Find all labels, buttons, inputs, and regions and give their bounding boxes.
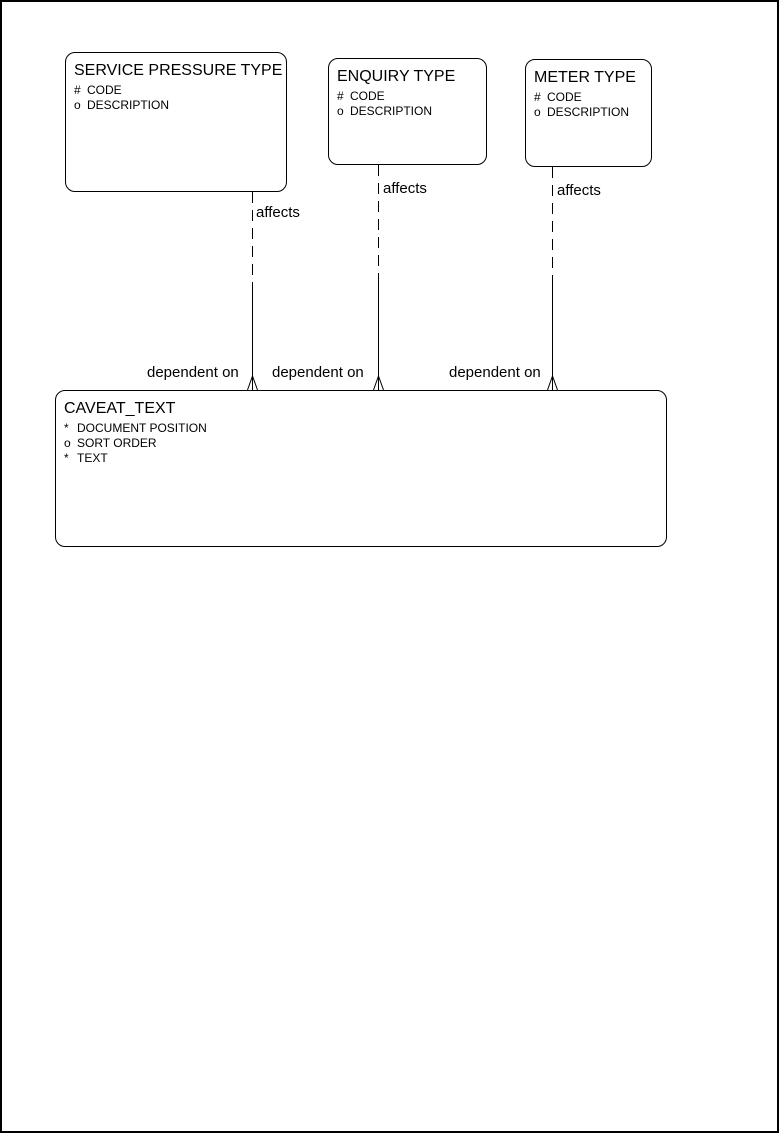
entity-attribute [534, 90, 645, 105]
relationship-label-dependent-on: dependent on [449, 364, 541, 381]
attribute-name: DOCUMENT POSITION [77, 421, 207, 435]
attribute-bullet: o [74, 98, 81, 112]
entity-attribute [74, 98, 280, 113]
attribute-name: SORT ORDER [77, 436, 157, 450]
connector-service-pressure-type-caveat-text [248, 192, 258, 390]
attribute-bullet: # [74, 83, 81, 97]
entity-title: ENQUIRY TYPE [337, 68, 456, 85]
entity-attribute-list [66, 80, 286, 113]
attribute-name: DESCRIPTION [547, 105, 630, 119]
relationship-label-affects: affects [383, 180, 427, 197]
attribute-bullet: * [64, 451, 69, 465]
entity-attribute-list [526, 87, 651, 120]
entity-attribute-list [56, 418, 666, 466]
entity-title: METER TYPE [534, 69, 636, 86]
entity-attribute [64, 436, 660, 451]
relationship-label-dependent-on: dependent on [272, 364, 364, 381]
entity-attribute [74, 83, 280, 98]
entity-caveat-text [55, 390, 667, 547]
entity-title: CAVEAT_TEXT [64, 400, 176, 417]
attribute-name: CODE [87, 83, 122, 97]
entity-attribute [337, 104, 480, 119]
attribute-name: CODE [350, 89, 385, 103]
relationship-label-affects: affects [256, 204, 300, 221]
relationship-label-affects: affects [557, 182, 601, 199]
entity-title: SERVICE PRESSURE TYPE [74, 62, 283, 79]
entity-attribute [534, 105, 645, 120]
entity-attribute [64, 451, 660, 466]
attribute-bullet: # [534, 90, 541, 104]
attribute-bullet: * [64, 421, 69, 435]
relationship-label-dependent-on: dependent on [147, 364, 239, 381]
entity-service-pressure-type [65, 52, 287, 192]
entity-attribute-list [329, 86, 486, 119]
attribute-bullet: # [337, 89, 344, 103]
attribute-bullet: o [64, 436, 71, 450]
attribute-name: CODE [547, 90, 582, 104]
entity-attribute [337, 89, 480, 104]
entity-meter-type [525, 59, 652, 167]
connector-enquiry-type-caveat-text [374, 165, 384, 390]
entity-enquiry-type [328, 58, 487, 165]
attribute-name: DESCRIPTION [350, 104, 433, 118]
attribute-bullet: o [534, 105, 541, 119]
attribute-name: DESCRIPTION [87, 98, 170, 112]
entity-attribute [64, 421, 660, 436]
attribute-name: TEXT [77, 451, 108, 465]
attribute-bullet: o [337, 104, 344, 118]
connector-meter-type-caveat-text [548, 167, 558, 390]
